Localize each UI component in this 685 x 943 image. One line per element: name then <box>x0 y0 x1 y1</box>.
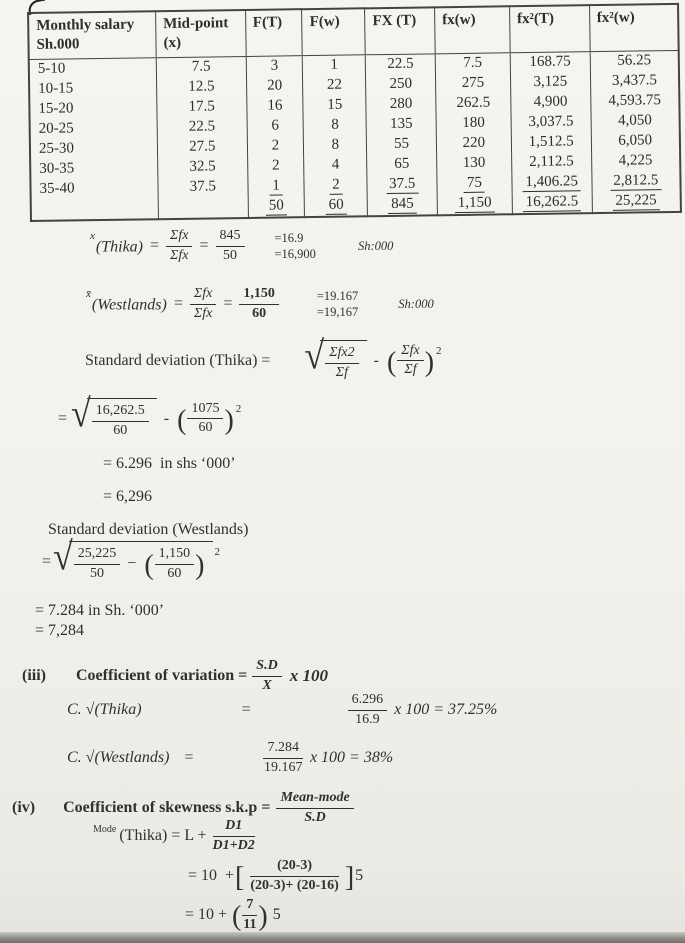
cell-fxt: 135 <box>366 114 436 135</box>
cell-fw: 1 <box>303 55 366 76</box>
equals-sign: = <box>58 409 68 427</box>
scan-edge-band <box>0 932 685 943</box>
cv-westlands-line <box>67 740 393 776</box>
cell-salary: 10-15 <box>29 78 157 100</box>
cell-fxw: 220 <box>436 133 511 154</box>
sd-over-mean-fraction: $\frac{S.D}{X}$ <box>252 658 281 694</box>
section-number: (iv) <box>12 799 36 817</box>
value-fraction: $\frac{16,262.5}{60}$ <box>92 403 149 439</box>
xbar-symbol: x̄ <box>86 287 91 300</box>
minus-sign: - <box>163 409 170 427</box>
cell-x: 12.5 <box>157 77 247 98</box>
squared-exponent: 2 <box>214 545 220 558</box>
cell-fw: 60 <box>305 195 368 217</box>
multiplier: 5 <box>355 867 364 885</box>
mode-step2-prefix: = 10 + <box>185 906 232 924</box>
cell-fxt: 280 <box>366 94 436 115</box>
sqrt-symbol: √ <box>304 333 325 378</box>
mode-fraction: $\frac{(20-3)}{(20-3)+ (20-16)}$ <box>250 858 339 893</box>
cell-salary: 20-25 <box>30 118 158 140</box>
cell-salary: 15-20 <box>29 98 157 120</box>
sigma-fx-fraction: $\frac{\text{Σfx}}{\text{Σfx}}$ <box>190 286 216 322</box>
skewness-title: Coefficient of skewness s.k.p = <box>63 799 271 817</box>
cv-westlands-result: x 100 = 38% <box>309 749 394 767</box>
cell-fw: 8 <box>304 135 367 156</box>
cell-fw: 2 <box>304 175 367 196</box>
mode-step1-prefix: = 10 + <box>188 867 235 885</box>
cell-ft: 2 <box>247 156 304 177</box>
mode-superscript: Mode <box>93 823 117 835</box>
frequency-table-wrap <box>27 3 682 222</box>
equals-sign: = <box>184 749 194 767</box>
multiplier: 5 <box>268 906 281 924</box>
sd-thika-label: Standard deviation (Thika) = <box>85 351 271 369</box>
value-fraction: $\frac{25,225}{50}$ <box>74 546 121 582</box>
cell-fx2t: 1,406.25 <box>512 172 592 193</box>
cell-salary: 35-40 <box>30 178 158 200</box>
cell-fxt: 845 <box>367 194 437 216</box>
cv-thika-label: C. √(Thika) <box>67 701 142 719</box>
sd-thika-result: = 6,296 <box>103 488 153 505</box>
sd-thika-result-000: = 6.296 in shs ‘000’ <box>103 455 236 472</box>
sigma-fx-fraction: $\frac{\text{Σfx}}{\text{Σfx}}$ <box>166 228 192 264</box>
cv-thika-result: x 100 = 37.25% <box>394 701 498 719</box>
sqrt-expression <box>71 391 157 439</box>
value-fraction: $\frac{7.284}{19.167}$ <box>263 740 303 775</box>
sqrt-expression <box>304 333 366 381</box>
sqrt-expression: √ $\frac{25,225}{50}$ − ( $\frac{1,150}{60}$ ) <box>53 541 213 582</box>
cell-fx2w: 2,812.5 <box>592 171 681 192</box>
value-fraction: $\frac{6.296}{16.9}$ <box>348 692 388 728</box>
cv-title: Coefficient of variation = <box>76 667 248 685</box>
column-header: Monthly salary Sh.000 <box>28 11 156 59</box>
cell-fw: 4 <box>304 155 367 176</box>
sigma-fx-fraction: $\frac{\text{Σfx}}{\Sigma f}$ <box>397 343 423 379</box>
equals-sign: = <box>42 552 52 570</box>
cell-fxt: 22.5 <box>365 54 435 75</box>
mean-mode-fraction: $\frac{\text{Mean-mode}}{S.D}$ <box>276 790 353 826</box>
column-header: F(w) <box>302 8 365 55</box>
cell-fxt: 37.5 <box>367 174 437 195</box>
cv-westlands-label: C. √(Westlands) <box>67 749 170 767</box>
cell-ft: 50 <box>248 196 305 218</box>
value-fraction: $\frac{1075}{60}$ <box>187 401 223 437</box>
seven-elevenths-fraction: $\frac{7}{11}$ <box>243 897 257 932</box>
mean-westlands-results: =19.167 =19,167 <box>316 288 359 320</box>
cell-fx2t: 168.75 <box>510 52 590 74</box>
cell-fxw: 130 <box>437 153 512 174</box>
cell-ft: 16 <box>246 96 303 117</box>
value-fraction: $\frac{845}{50}$ <box>216 228 245 264</box>
cell-fxw: 180 <box>436 113 511 134</box>
mode-calc-step2: = 10 + ( $\frac{7}{11}$ ) 5 <box>185 897 281 933</box>
column-header: FX (T) <box>365 7 435 54</box>
mode-thika-line <box>93 818 255 854</box>
unit-label: Sh:000 <box>357 238 394 253</box>
cell-x: 7.5 <box>156 56 246 78</box>
xbar-thika <box>90 229 143 256</box>
cell-ft: 1 <box>248 176 305 197</box>
cell-salary: 5-10 <box>29 58 157 80</box>
cell-fx2t: 1,512.5 <box>511 132 591 153</box>
cell-fxt: 65 <box>367 154 437 175</box>
cell-fx2t: 3,037.5 <box>511 112 591 133</box>
mode-calc-step1: = 10 + [ $\frac{(20-3)}{(20-3)+ (20-16)}$ ] 5 <box>188 858 364 894</box>
equals-sign: = <box>150 237 160 255</box>
salary-table-body <box>29 50 681 221</box>
cell-x: 17.5 <box>157 97 247 118</box>
section-number: (iii) <box>22 667 46 685</box>
cell-ft: 3 <box>246 56 303 77</box>
squared-exponent: 2 <box>235 402 242 415</box>
section-iii-heading <box>22 658 328 694</box>
equals-sign: = <box>223 295 233 313</box>
cell-fx2w: 6,050 <box>591 131 680 152</box>
branch-label-thika: (Thika) <box>95 238 143 256</box>
cell-x: 37.5 <box>158 177 248 198</box>
sd-westlands-result-000: = 7.284 in Sh. ‘000’ <box>35 602 165 619</box>
cell-fx2t: 2,112.5 <box>511 152 591 173</box>
cell-salary <box>31 198 159 221</box>
cell-fxw: 7.5 <box>435 53 510 75</box>
salary-frequency-table <box>27 3 682 222</box>
cell-fxt: 250 <box>366 74 436 95</box>
sd-thika-formula: Standard deviation (Thika) = √ $\frac{\text{Σfx2}}{\Sigma f}$ - ( $\frac{\text{Σfx}}{\Sigma f}$ ) $^2$ <box>85 333 442 380</box>
column-header: Mid-point (x) <box>156 10 246 58</box>
value-fraction: $\frac{1,150}{60}$ <box>155 546 195 582</box>
xbar-westlands <box>86 287 167 314</box>
cv-thika-line <box>67 692 497 728</box>
cell-fxw: 75 <box>437 173 512 194</box>
cell-fw: 15 <box>303 95 366 116</box>
cell-fx2w: 25,225 <box>592 191 681 213</box>
cell-fx2w: 4,593.75 <box>590 91 679 112</box>
column-header: F(T) <box>245 9 302 56</box>
cell-salary: 30-35 <box>30 158 158 180</box>
sd-westlands-result: = 7,284 <box>35 622 85 639</box>
column-header: fx(w) <box>435 6 510 54</box>
cell-x <box>158 197 248 219</box>
sd-westlands-label: Standard deviation (Westlands) <box>48 521 249 538</box>
cell-fx2w: 4,225 <box>591 151 680 172</box>
cell-x: 32.5 <box>158 157 248 178</box>
equals-sign: = <box>173 295 183 313</box>
cell-fx2w: 3,437.5 <box>590 71 679 92</box>
cell-fx2t: 3,125 <box>510 72 590 93</box>
sqrt-symbol: √ <box>71 391 91 436</box>
value-fraction: $\frac{1,150}{60}$ <box>239 286 279 322</box>
cell-fxw: 262.5 <box>436 93 511 114</box>
cell-x: 27.5 <box>157 137 247 158</box>
mode-formula: (Thika) = L + <box>119 827 207 845</box>
cell-fx2t: 16,262.5 <box>512 192 592 214</box>
cell-salary: 25-30 <box>30 138 158 160</box>
cell-fxw: 275 <box>436 73 511 94</box>
mean-thika-equation <box>90 228 393 264</box>
cell-x: 22.5 <box>157 117 247 138</box>
minus-sign: − <box>127 555 137 573</box>
sd-thika-value: = √ $\frac{16,262.5}{60}$ - ( $\frac{1075}{60}$ ) $^2$ <box>58 391 242 438</box>
times-100: x 100 <box>289 666 328 686</box>
branch-label-westlands: (Westlands) <box>91 296 167 314</box>
column-header: fx²(w) <box>589 4 678 52</box>
xbar-symbol: x <box>90 229 95 242</box>
minus-sign: - <box>373 351 379 369</box>
cell-fxw: 1,150 <box>437 193 512 215</box>
cell-ft: 6 <box>247 116 304 137</box>
column-header: fx²(T) <box>509 5 590 53</box>
squared-exponent: 2 <box>436 344 442 357</box>
sqrt-symbol: √ <box>53 534 73 579</box>
cell-fx2w: 4,050 <box>591 111 680 132</box>
cell-fw: 22 <box>303 75 366 96</box>
mean-thika-results: =16.9 =16,900 <box>274 230 316 262</box>
equals-sign: = <box>199 237 209 255</box>
mean-westlands-equation <box>86 286 434 322</box>
cell-ft: 2 <box>247 136 304 157</box>
cell-fx2w: 56.25 <box>590 50 679 72</box>
sigma-fx2-fraction: $\frac{\text{Σfx2}}{\Sigma f}$ <box>325 345 358 381</box>
d1-fraction: $\frac{D1}{D1+D2}$ <box>212 818 255 853</box>
cell-fx2t: 4,900 <box>511 92 591 113</box>
equals-sign: = <box>241 701 251 719</box>
cell-ft: 20 <box>246 76 303 97</box>
cell-fxt: 55 <box>367 134 437 155</box>
unit-label: Sh:000 <box>398 296 434 311</box>
cell-fw: 8 <box>304 115 367 136</box>
sd-westlands-value <box>42 534 220 582</box>
